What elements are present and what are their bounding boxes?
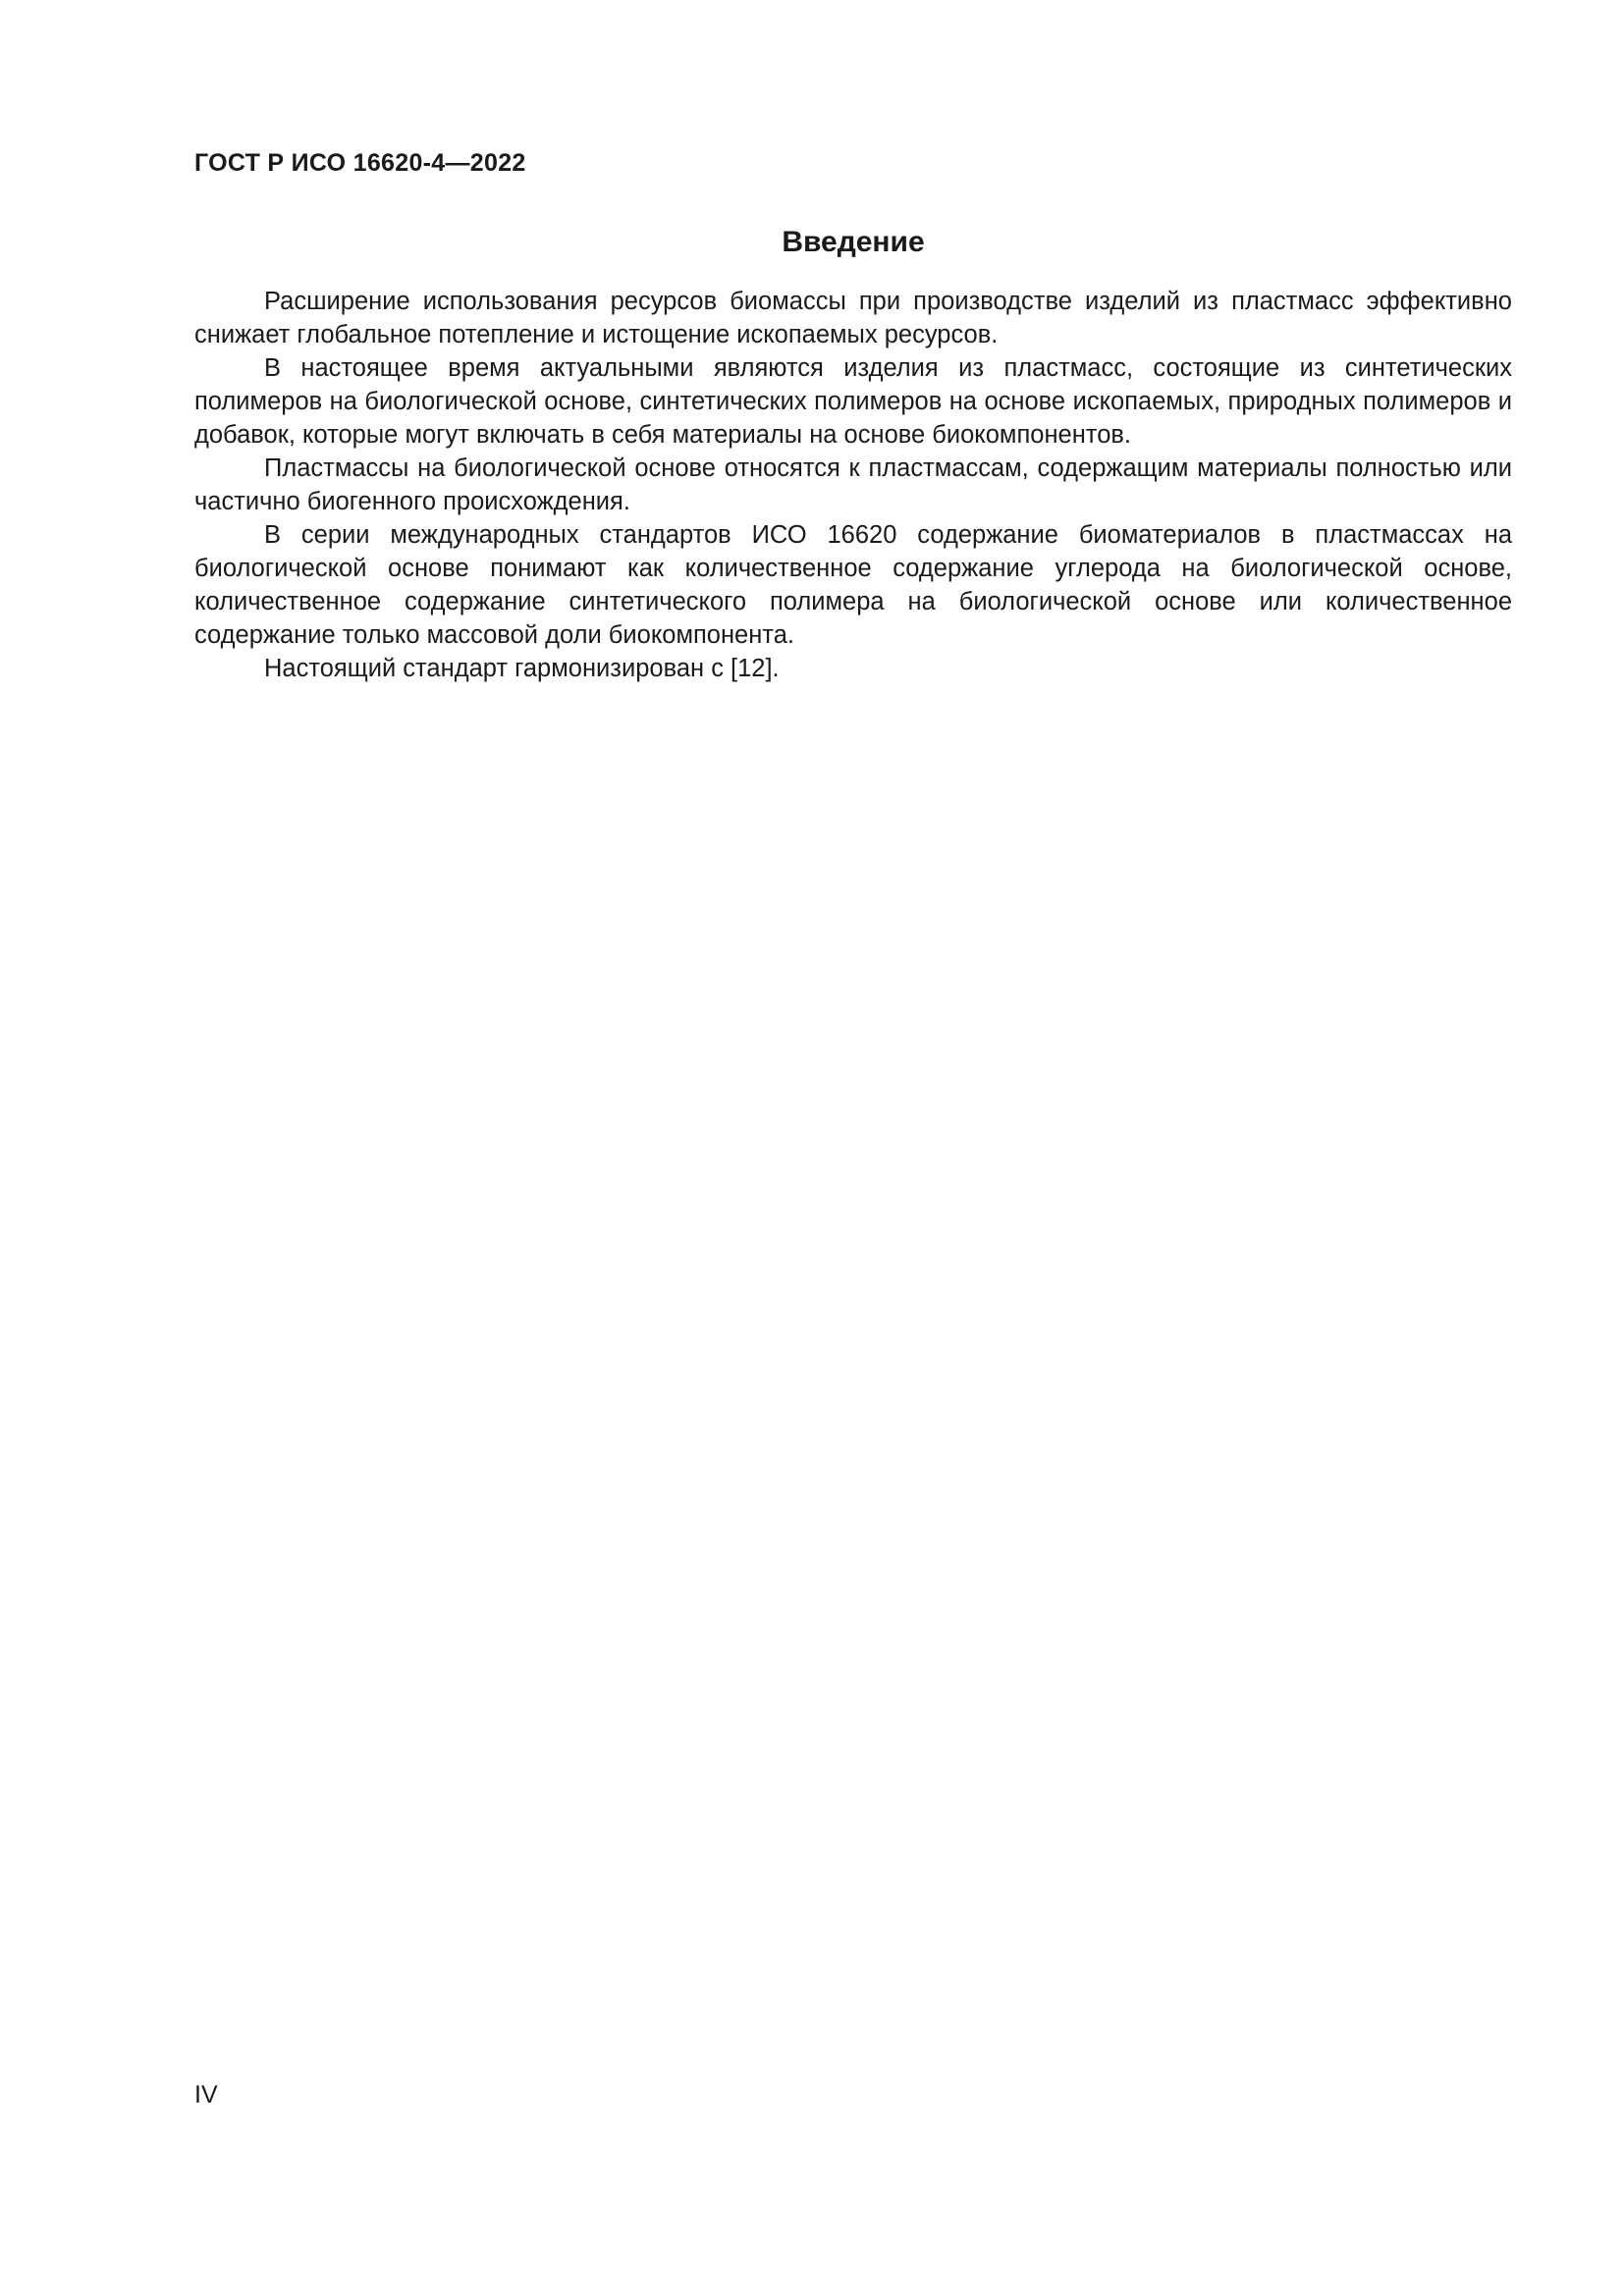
- paragraph: В настоящее время актуальными являются изделия из пластмасс, состоящие из синтетических полимеров на биологической основе, синтетических полимеров на основе ископаемых, природных полимеров и добавок, которые могут включать в себя материалы на основе биокомпонентов.: [194, 354, 1512, 449]
- section-title: Введение: [782, 226, 925, 258]
- document-header: ГОСТ Р ИСО 16620-4—2022: [194, 149, 526, 177]
- paragraph: Настоящий стандарт гармонизирован с [12].: [264, 655, 780, 682]
- paragraph: Пластмассы на биологической основе относятся к пластмассам, содержащим материалы полностью или частично биогенного происхождения.: [194, 454, 1512, 515]
- paragraph: В серии международных стандартов ИСО 16620 содержание биоматериалов в пластмассах на биологической основе понимают как количественное содержание углерода на биологической основе, количественное содержание синтетического полимера на биологической основе или количественное содержание только массовой доли биокомпонента.: [194, 521, 1512, 649]
- section-body: [194, 285, 1512, 685]
- paragraph: Расширение использования ресурсов биомассы при производстве изделий из пластмасс эффективно снижает глобальное потепление и истощение ископаемых ресурсов.: [194, 288, 1512, 348]
- page-number: IV: [194, 2081, 218, 2109]
